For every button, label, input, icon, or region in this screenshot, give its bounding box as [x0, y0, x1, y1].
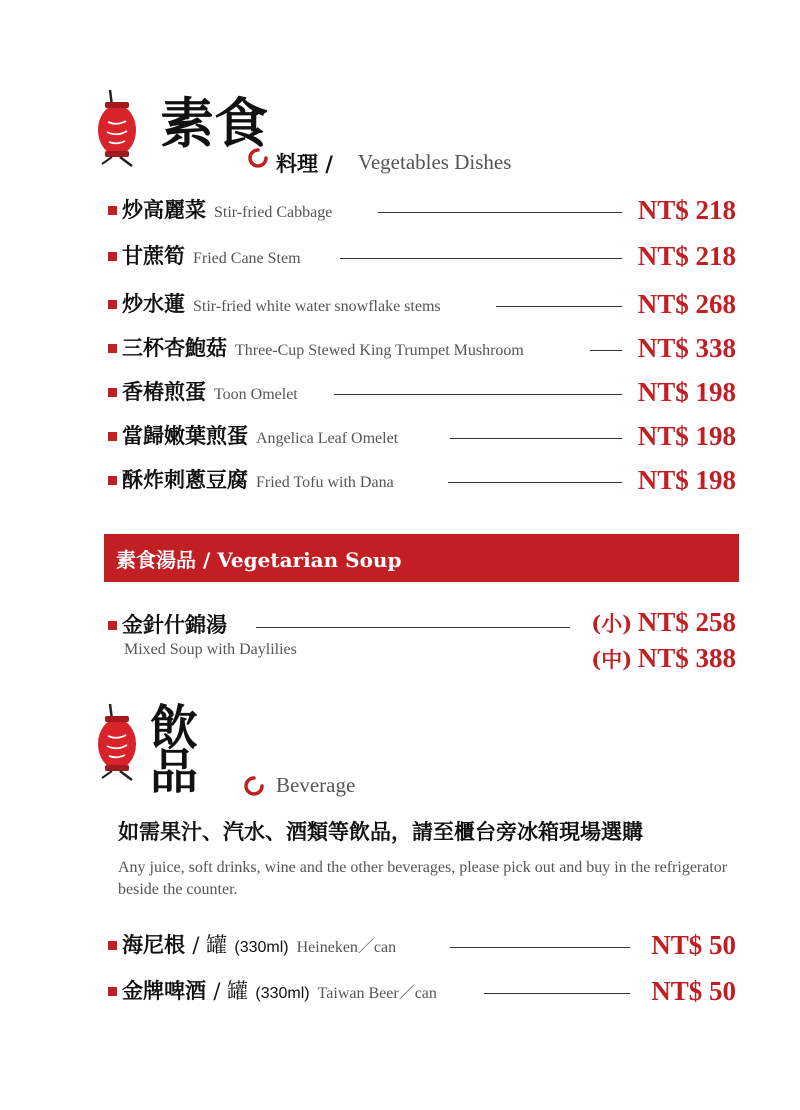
vegetables-subtitle-en: Vegetables Dishes — [358, 150, 512, 174]
bullet-square-icon — [108, 987, 117, 996]
item-name-cn: 酥炸刺蔥豆腐 — [122, 467, 248, 492]
bullet-square-icon — [108, 621, 117, 630]
item-name-en: Angelica Leaf Omelet — [256, 430, 399, 447]
vegetables-subtitle-cn: 料理 / — [276, 151, 333, 176]
leader-line — [450, 438, 622, 439]
leader-line — [448, 482, 622, 483]
bullet-square-icon — [108, 476, 117, 485]
size-label: (中) — [591, 647, 633, 672]
list-item — [108, 421, 736, 453]
leader-line — [496, 306, 622, 307]
item-name-cn: 炒水蓮 — [122, 291, 185, 316]
item-name-en: Mixed Soup with Daylilies — [124, 641, 297, 658]
leader-line — [256, 627, 570, 628]
item-unit: / 罐 — [213, 979, 249, 1003]
item-name-en: Fried Cane Stem — [193, 250, 301, 267]
item-price: NT$ 50 — [651, 976, 736, 1006]
soup-prices — [591, 606, 736, 678]
item-name-en: Fried Tofu with Dana — [256, 474, 394, 491]
leader-line — [340, 258, 622, 259]
bullet-square-icon — [108, 432, 117, 441]
leader-line — [450, 947, 630, 948]
vegetables-title: 素食 — [160, 91, 268, 155]
bullet-square-icon — [108, 941, 117, 950]
seal-icon — [248, 148, 268, 168]
list-item — [108, 930, 736, 962]
list-item — [108, 377, 736, 409]
item-unit: / 罐 — [192, 933, 228, 957]
item-name-en: Taiwan Beer／can — [317, 985, 437, 1002]
item-name-cn: 三杯杏鮑菇 — [122, 335, 227, 360]
soup-section-bar — [104, 534, 739, 582]
item-price: NT$ 268 — [637, 289, 736, 319]
bullet-square-icon — [108, 388, 117, 397]
bullet-square-icon — [108, 252, 117, 261]
item-volume: (330ml) — [255, 985, 310, 1002]
list-item — [108, 976, 736, 1008]
beverage-subtitle-en: Beverage — [276, 773, 356, 797]
item-name-cn: 甘蔗筍 — [122, 243, 185, 268]
leader-line — [590, 350, 622, 351]
beverage-title: 飲品 — [150, 700, 199, 800]
soup-section-title: 素食湯品 / Vegetarian Soup — [116, 548, 402, 572]
item-name-cn: 金針什錦湯 — [122, 612, 227, 637]
item-volume: (330ml) — [234, 939, 289, 956]
bullet-square-icon — [108, 206, 117, 215]
item-name-en: Stir-fried Cabbage — [214, 204, 333, 221]
leader-line — [378, 212, 622, 213]
item-name-en: Three-Cup Stewed King Trumpet Mushroom — [235, 342, 524, 359]
list-item — [108, 333, 736, 365]
item-name-en: Stir-fried white water snowflake stems — [193, 298, 441, 315]
item-name-cn: 炒高麗菜 — [122, 197, 206, 222]
lantern-icon — [90, 88, 148, 168]
item-price: NT$ 198 — [637, 465, 736, 495]
seal-icon — [244, 776, 264, 796]
item-price: NT$ 198 — [637, 377, 736, 407]
item-price: NT$ 218 — [637, 241, 736, 271]
item-price: NT$ 198 — [637, 421, 736, 451]
leader-line — [334, 394, 622, 395]
item-name-cn: 當歸嫩葉煎蛋 — [122, 423, 248, 448]
list-item — [108, 241, 736, 273]
bullet-square-icon — [108, 300, 117, 309]
list-item — [108, 465, 736, 497]
item-price: NT$ 258 — [637, 607, 736, 637]
item-name-en: Heineken／can — [296, 939, 397, 956]
price-medium — [591, 642, 736, 678]
item-name-en: Toon Omelet — [214, 386, 298, 403]
bullet-square-icon — [108, 344, 117, 353]
item-price: NT$ 50 — [651, 930, 736, 960]
item-name-cn: 金牌啤酒 — [122, 978, 206, 1003]
item-price: NT$ 218 — [637, 195, 736, 225]
beverage-notice-cn: 如需果汁、汽水、酒類等飲品，請至櫃台旁冰箱現場選購 — [118, 819, 643, 844]
size-label: (小) — [591, 611, 633, 636]
list-item — [108, 289, 736, 321]
item-name-cn: 海尼根 — [122, 932, 185, 957]
price-small — [591, 606, 736, 642]
beverage-notice-en: Any juice, soft drinks, wine and the other beverages, please pick out and buy in the refrigerator beside the counter. — [118, 859, 728, 898]
item-name-cn: 香椿煎蛋 — [122, 379, 206, 404]
list-item — [108, 195, 736, 227]
leader-line — [484, 993, 630, 994]
item-price: NT$ 338 — [637, 333, 736, 363]
item-price: NT$ 388 — [637, 643, 736, 673]
lantern-icon — [90, 702, 148, 782]
